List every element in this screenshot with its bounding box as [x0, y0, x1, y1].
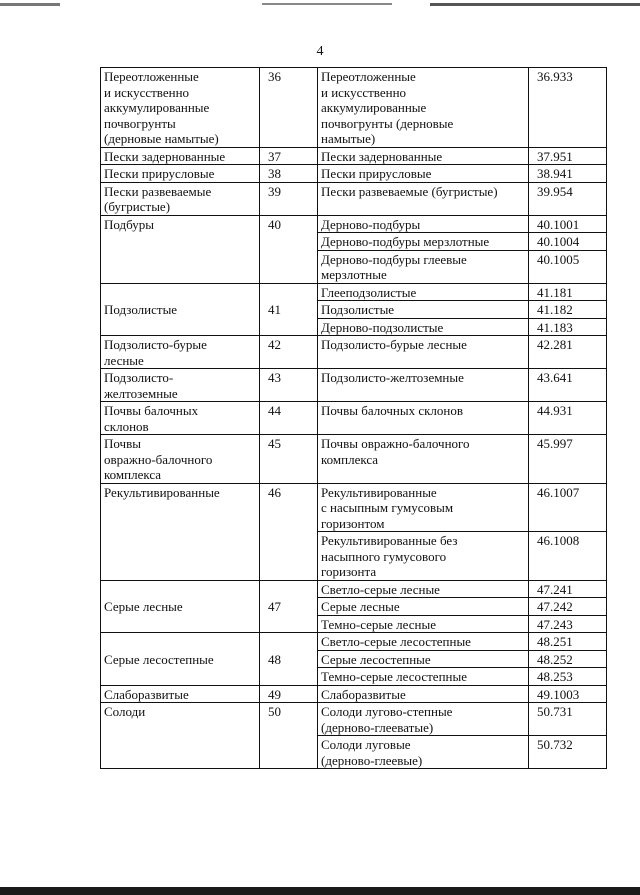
page-number: 4 — [316, 44, 324, 59]
soil-type-name-text: Почвы овражно-балочного комплекса — [104, 436, 213, 482]
soil-subtype-name — [318, 233, 529, 251]
soil-type-name — [101, 336, 260, 369]
soil-subtype-code: 50.732 — [529, 736, 607, 769]
soil-subtype-name — [318, 736, 529, 769]
soil-subtype-name-text: Дерново-подзолистые — [321, 319, 444, 335]
table-row — [101, 369, 607, 402]
soil-subtype-name-text: Глееподзолистые — [321, 284, 417, 300]
soil-type-code: 38 — [260, 165, 318, 183]
soil-subtype-name — [318, 165, 529, 183]
soil-type-name-text: Слаборазвитые — [104, 686, 189, 702]
table-row — [101, 580, 607, 598]
soil-subtype-code: 41.181 — [529, 283, 607, 301]
soil-subtype-name-text: Почвы балочных склонов — [321, 403, 464, 418]
soil-subtype-name — [318, 147, 529, 165]
soil-subtype-name — [318, 685, 529, 703]
soil-type-name — [101, 483, 260, 580]
soil-type-code: 40 — [260, 215, 318, 283]
scan-top-streak — [0, 0, 640, 14]
soil-type-code: 43 — [260, 369, 318, 402]
soil-type-name-text: Солоди — [104, 704, 146, 719]
soil-type-name-text: Подзолисто- желтоземные — [104, 370, 178, 401]
soil-subtype-name-text: Солоди лугово-степные (дерново-глееватые) — [321, 704, 453, 735]
soil-subtype-code: 40.1004 — [529, 233, 607, 251]
soil-type-name — [101, 435, 260, 484]
soil-subtype-name — [318, 435, 529, 484]
table-row — [101, 165, 607, 183]
soil-type-code: 39 — [260, 182, 318, 215]
soil-type-name-text: Почвы балочных склонов — [104, 403, 199, 434]
soil-type-code: 37 — [260, 147, 318, 165]
soil-subtype-name-text: Рекультивированные без насыпного гумусового горизонта — [321, 533, 458, 579]
soil-subtype-name-text: Слаборазвитые — [321, 686, 406, 702]
soil-type-code: 50 — [260, 703, 318, 769]
soil-subtype-name-text: Дерново-подбуры глеевые мерзлотные — [321, 251, 467, 282]
soil-subtype-code: 42.281 — [529, 336, 607, 369]
soil-subtype-name — [318, 633, 529, 651]
soil-type-name-text: Серые лесостепные — [104, 651, 214, 667]
soil-type-name — [101, 703, 260, 769]
soil-type-name — [101, 580, 260, 633]
soil-subtype-name-text: Светло-серые лесостепные — [321, 634, 471, 649]
soil-subtype-name-text: Подзолисто-желтоземные — [321, 370, 464, 385]
soil-subtype-code: 43.641 — [529, 369, 607, 402]
soil-type-name — [101, 215, 260, 283]
soil-type-code: 44 — [260, 402, 318, 435]
soil-type-name — [101, 147, 260, 165]
soil-type-name — [101, 369, 260, 402]
soil-subtype-name-text: Темно-серые лесостепные — [321, 669, 467, 684]
soil-subtype-code: 47.242 — [529, 598, 607, 616]
soil-type-code: 42 — [260, 336, 318, 369]
soil-subtype-code: 36.933 — [529, 68, 607, 148]
soil-subtype-code: 44.931 — [529, 402, 607, 435]
soil-subtype-code: 46.1007 — [529, 483, 607, 532]
soil-subtype-code: 38.941 — [529, 165, 607, 183]
soil-subtype-name — [318, 318, 529, 336]
soil-type-name-text: Пески развеваемые (бугристые) — [104, 183, 212, 214]
soil-subtype-code: 48.253 — [529, 668, 607, 686]
soil-subtype-name — [318, 336, 529, 369]
soil-subtype-name — [318, 615, 529, 633]
soil-subtype-code: 41.183 — [529, 318, 607, 336]
soil-subtype-code: 45.997 — [529, 435, 607, 484]
soil-type-name — [101, 685, 260, 703]
soil-type-name — [101, 402, 260, 435]
soil-type-name-text: Подбуры — [104, 216, 154, 232]
soil-subtype-name-text: Пески прирусловые — [321, 166, 432, 181]
soil-type-code: 47 — [260, 580, 318, 633]
soil-subtype-name — [318, 668, 529, 686]
soil-type-name — [101, 68, 260, 148]
soil-subtype-name-text: Пески развеваемые (бугристые) — [321, 183, 498, 199]
soil-type-name — [101, 165, 260, 183]
soil-type-code: 36 — [260, 68, 318, 148]
soil-subtype-code: 47.243 — [529, 615, 607, 633]
table-row — [101, 435, 607, 484]
soil-subtype-name-text: Почвы овражно-балочного комплекса — [321, 436, 470, 467]
soil-subtype-name-text: Пески задернованные — [321, 148, 443, 164]
soil-subtype-name — [318, 301, 529, 319]
soil-subtype-name — [318, 402, 529, 435]
soil-subtype-name — [318, 703, 529, 736]
soil-type-name-text: Подзолисто-бурые лесные — [104, 337, 207, 368]
soil-type-name — [101, 633, 260, 686]
soil-subtype-name-text: Рекультивированные с насыпным гумусовым горизонтом — [321, 484, 454, 531]
table-row — [101, 336, 607, 369]
table-row — [101, 703, 607, 736]
soil-type-name-text: Пески задернованные — [104, 148, 226, 164]
table-row — [101, 633, 607, 651]
soil-subtype-code: 39.954 — [529, 182, 607, 215]
table-row — [101, 402, 607, 435]
soil-type-name — [101, 182, 260, 215]
soil-subtype-name-text: Темно-серые лесные — [321, 616, 436, 632]
soil-subtype-name — [318, 580, 529, 598]
soil-subtype-code: 49.1003 — [529, 685, 607, 703]
soil-subtype-name — [318, 68, 529, 148]
soil-subtype-code: 40.1001 — [529, 215, 607, 233]
soil-type-code: 45 — [260, 435, 318, 484]
soil-subtype-name-text: Подзолистые — [321, 302, 395, 317]
soil-subtype-name-text: Солоди луговые (дерново-глеевые) — [321, 737, 423, 768]
soil-type-name-text: Серые лесные — [104, 599, 183, 614]
soil-type-name — [101, 283, 260, 336]
soil-subtype-code: 47.241 — [529, 580, 607, 598]
soil-subtype-name — [318, 650, 529, 668]
soil-subtype-name-text: Серые лесные — [321, 599, 400, 614]
soil-subtype-code: 50.731 — [529, 703, 607, 736]
soil-subtype-name — [318, 532, 529, 581]
soil-subtype-name — [318, 215, 529, 233]
soil-subtype-name — [318, 483, 529, 532]
soil-subtype-name-text: Переотложенные и искусственно аккумулированные почвогрунты (дерновые намытые) — [321, 69, 454, 146]
soil-type-name-text: Рекультивированные — [104, 484, 220, 500]
soil-subtype-name — [318, 369, 529, 402]
soil-type-name-text: Подзолистые — [104, 302, 178, 317]
soil-subtype-code: 40.1005 — [529, 250, 607, 283]
soil-subtype-name — [318, 250, 529, 283]
soil-subtype-name-text: Серые лесостепные — [321, 651, 431, 667]
soil-subtype-name — [318, 598, 529, 616]
soil-subtype-code: 48.251 — [529, 633, 607, 651]
soil-type-code: 49 — [260, 685, 318, 703]
table-row — [101, 147, 607, 165]
soil-subtype-name — [318, 182, 529, 215]
soil-type-name-text: Переотложенные и искусственно аккумулированные почвогрунты (дерновые намытые) — [104, 69, 219, 146]
table-row — [101, 215, 607, 233]
table-row — [101, 685, 607, 703]
table-row — [101, 182, 607, 215]
soil-subtype-name-text: Подзолисто-бурые лесные — [321, 337, 467, 352]
table-row — [101, 483, 607, 532]
soil-subtype-code: 41.182 — [529, 301, 607, 319]
soil-classification-table — [100, 67, 607, 769]
table-row — [101, 68, 607, 148]
soil-subtype-name — [318, 283, 529, 301]
soil-subtype-code: 37.951 — [529, 147, 607, 165]
soil-subtype-code: 48.252 — [529, 650, 607, 668]
soil-subtype-name-text: Светло-серые лесные — [321, 581, 440, 597]
soil-type-name-text: Пески прирусловые — [104, 166, 215, 181]
soil-type-code: 41 — [260, 283, 318, 336]
soil-type-code: 46 — [260, 483, 318, 580]
soil-subtype-code: 46.1008 — [529, 532, 607, 581]
soil-type-code: 48 — [260, 633, 318, 686]
scan-bottom-edge — [0, 887, 640, 895]
soil-subtype-name-text: Дерново-подбуры мерзлотные — [321, 234, 490, 249]
soil-subtype-name-text: Дерново-подбуры — [321, 216, 421, 232]
table-row — [101, 283, 607, 301]
